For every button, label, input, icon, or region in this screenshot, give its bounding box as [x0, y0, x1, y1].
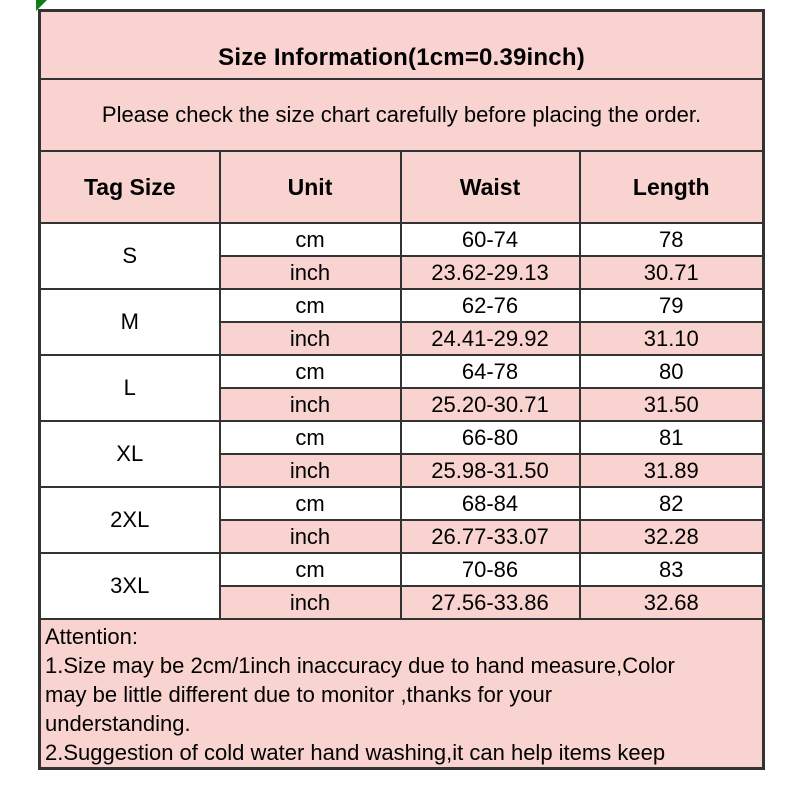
cell-length: 78: [580, 223, 764, 256]
cell-waist: 25.98-31.50: [401, 454, 580, 487]
cell-unit: inch: [220, 256, 401, 289]
size-label-xl: XL: [40, 421, 220, 487]
page-title: Size Information(1cm=0.39inch): [40, 11, 764, 80]
size-label-m: M: [40, 289, 220, 355]
cell-length: 81: [580, 421, 764, 454]
size-label-s: S: [40, 223, 220, 289]
cell-length: 82: [580, 487, 764, 520]
attention-line: understanding.: [45, 711, 191, 736]
green-corner-fold-icon: [36, 0, 47, 11]
cell-unit: cm: [220, 553, 401, 586]
cell-waist: 62-76: [401, 289, 580, 322]
col-header-tag-size: Tag Size: [40, 151, 220, 223]
cell-length: 31.89: [580, 454, 764, 487]
cell-length: 32.28: [580, 520, 764, 553]
table-row: [40, 289, 764, 322]
cell-unit: cm: [220, 487, 401, 520]
attention-row: [40, 619, 764, 769]
cell-unit: inch: [220, 454, 401, 487]
attention-line: 2.Suggestion of cold water hand washing,it can help items keep: [45, 740, 666, 765]
cell-unit: cm: [220, 223, 401, 256]
cell-waist: 26.77-33.07: [401, 520, 580, 553]
col-header-waist: Waist: [401, 151, 580, 223]
table-header-row: [40, 151, 764, 223]
cell-waist: 68-84: [401, 487, 580, 520]
cell-unit: cm: [220, 289, 401, 322]
cell-waist: 64-78: [401, 355, 580, 388]
cell-length: 80: [580, 355, 764, 388]
table-row: [40, 355, 764, 388]
cell-waist: 25.20-30.71: [401, 388, 580, 421]
attention-heading: Attention:: [45, 624, 138, 649]
cell-unit: cm: [220, 355, 401, 388]
table-row: [40, 487, 764, 520]
cell-waist: 60-74: [401, 223, 580, 256]
attention-line: 1.Size may be 2cm/1inch inaccuracy due to hand measure,Color: [45, 653, 675, 678]
cell-length: 79: [580, 289, 764, 322]
cell-length: 31.50: [580, 388, 764, 421]
size-label-3xl: 3XL: [40, 553, 220, 619]
cell-length: 31.10: [580, 322, 764, 355]
cell-waist: 66-80: [401, 421, 580, 454]
cell-waist: 24.41-29.92: [401, 322, 580, 355]
size-table: [38, 9, 765, 770]
col-header-unit: Unit: [220, 151, 401, 223]
table-row: [40, 223, 764, 256]
table-row: [40, 421, 764, 454]
cell-waist: 23.62-29.13: [401, 256, 580, 289]
order-check-note: Please check the size chart carefully before placing the order.: [40, 79, 764, 151]
title-row: [40, 11, 764, 80]
cell-waist: 70-86: [401, 553, 580, 586]
table-row: [40, 553, 764, 586]
cell-length: 32.68: [580, 586, 764, 619]
cell-unit: inch: [220, 388, 401, 421]
cell-unit: inch: [220, 322, 401, 355]
cell-unit: cm: [220, 421, 401, 454]
cell-length: 83: [580, 553, 764, 586]
subtitle-row: [40, 79, 764, 151]
size-label-2xl: 2XL: [40, 487, 220, 553]
cell-length: 30.71: [580, 256, 764, 289]
attention-note: [40, 619, 764, 769]
cell-waist: 27.56-33.86: [401, 586, 580, 619]
cell-unit: inch: [220, 520, 401, 553]
attention-line: may be little different due to monitor ,thanks for your: [45, 682, 553, 707]
size-label-l: L: [40, 355, 220, 421]
col-header-length: Length: [580, 151, 764, 223]
cell-unit: inch: [220, 586, 401, 619]
